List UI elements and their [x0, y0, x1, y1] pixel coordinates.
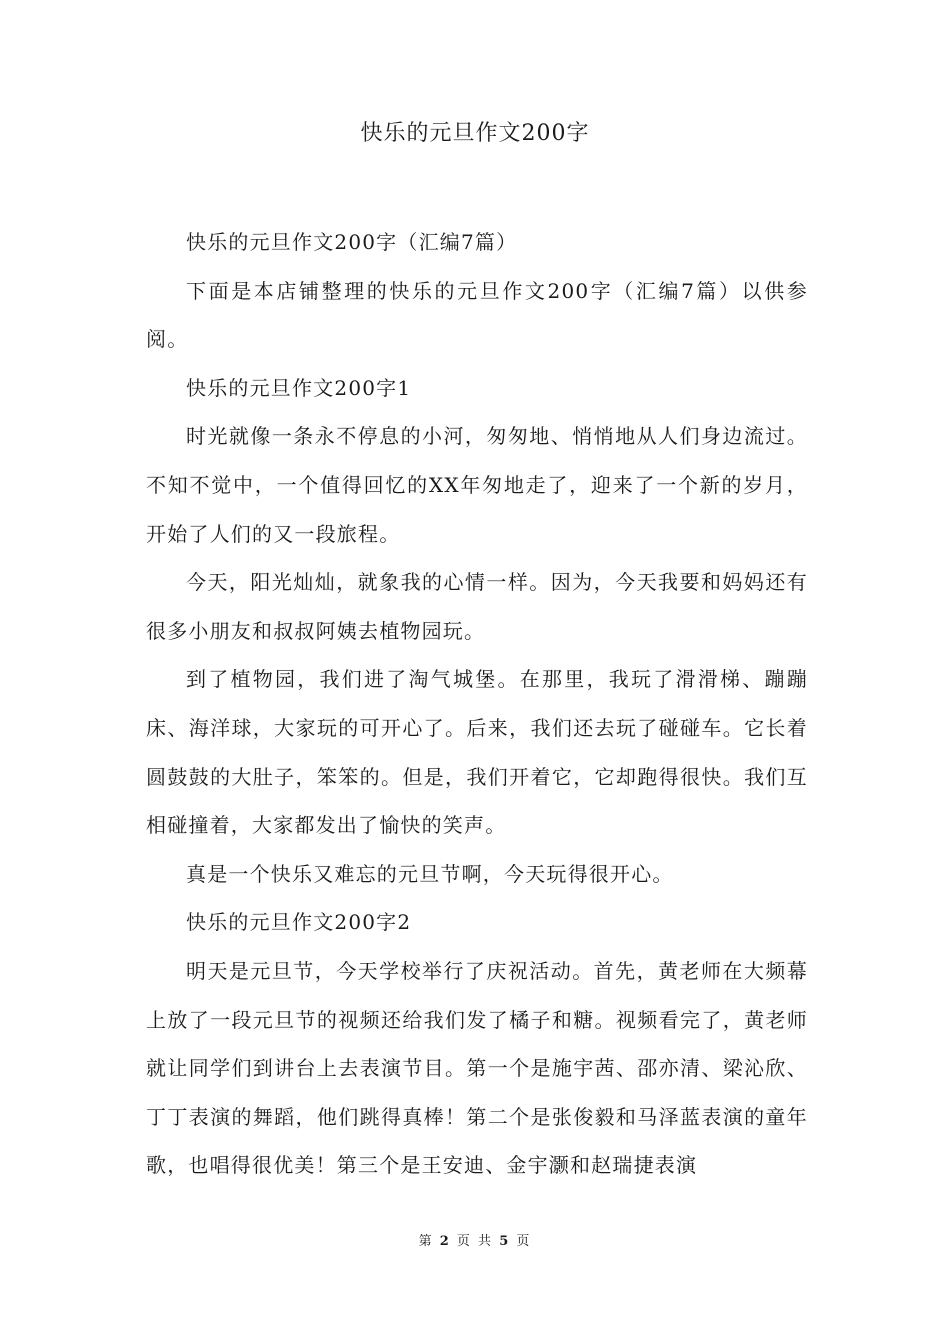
page-footer	[0, 1232, 950, 1252]
paragraph: 今天，阳光灿灿，就象我的心情一样。因为，今天我要和妈妈还有很多小朋友和叔叔阿姨去植物园玩。	[146, 570, 808, 643]
footer-middle: 页 共	[456, 1234, 494, 1249]
section-heading-2: 快乐的元旦作文200字2	[186, 910, 412, 935]
paragraph: 真是一个快乐又难忘的元旦节啊，今天玩得很开心。	[186, 861, 674, 886]
footer-suffix: 页	[516, 1234, 532, 1249]
paragraph: 到了植物园，我们进了淘气城堡。在那里，我玩了滑滑梯、蹦蹦床、海洋球，大家玩的可开心了。后来，我们还去玩了碰碰车。它长着圆鼓鼓的大肚子，笨笨的。但是，我们开着它，它却跑得很快。我们互相碰撞着，大家都发出了愉快的笑声。	[146, 667, 808, 838]
paragraph: 明天是元旦节，今天学校举行了庆祝活动。首先，黄老师在大频幕上放了一段元旦节的视频还给我们发了橘子和糖。视频看完了，黄老师就让同学们到讲台上去表演节目。第一个是施宇茜、邵亦清、梁沁欣、丁丁表演的舞蹈，他们跳得真棒！第二个是张俊毅和马泽蓝表演的童年歌，也唱得很优美！第三个是王安迪、金宇灏和赵瑞捷表演	[146, 958, 808, 1178]
paragraph-subtitle: 快乐的元旦作文200字（汇编7篇）	[186, 230, 518, 254]
current-page-number: 2	[439, 1234, 451, 1249]
section-heading-1: 快乐的元旦作文200字1	[186, 375, 412, 400]
document-title: 快乐的元旦作文200字	[360, 121, 590, 146]
document-body	[146, 218, 808, 1190]
paragraph: 时光就像一条永不停息的小河，匆匆地、悄悄地从人们身边流过。不知不觉中，一个值得回忆的XX年匆地走了，迎来了一个新的岁月，开始了人们的又一段旅程。	[146, 424, 808, 546]
paragraph-intro: 下面是本店铺整理的快乐的元旦作文200字（汇编7篇）以供参阅。	[146, 278, 808, 352]
footer-prefix: 第	[418, 1234, 434, 1249]
total-page-count: 5	[499, 1234, 511, 1249]
